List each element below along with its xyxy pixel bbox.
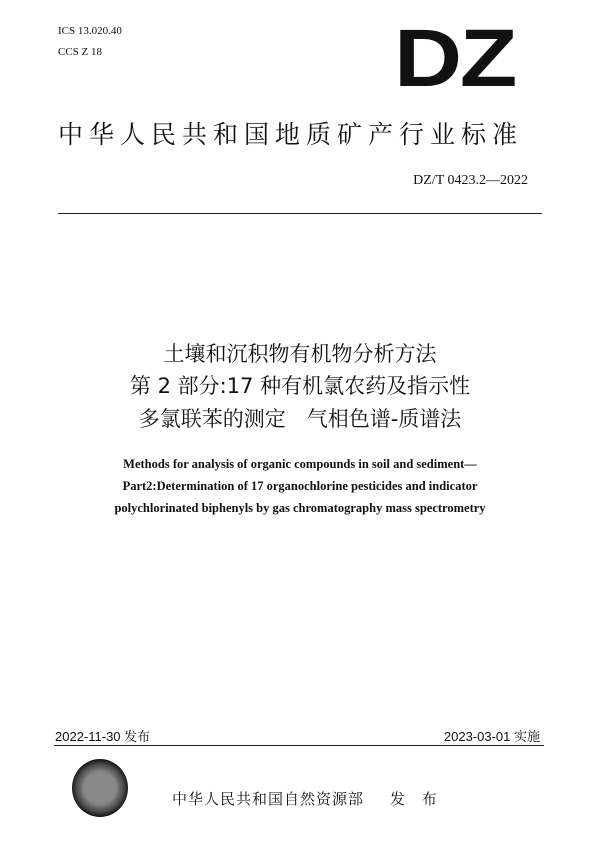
implementation-date: 2023-03-01 实施	[443, 729, 540, 744]
issue-date: 2022-11-30 发布	[55, 729, 151, 744]
ccs-code: CCS Z 18	[58, 46, 103, 58]
title-en-line: polychlorinated biphenyls by gas chromatography mass spectrometry	[114, 501, 486, 515]
title-en-line: Part2:Determination of 17 organochlorine pesticides and indicator	[122, 479, 478, 493]
title-zh-line: 第 2 部分:17 种有机氯农药及指示性	[129, 374, 471, 398]
ministry-seal-icon	[72, 759, 128, 817]
title-zh-line: 土壤和沉积物有机物分析方法	[163, 342, 437, 366]
footer-divider	[54, 745, 544, 746]
dz-logo: DZ	[394, 13, 516, 104]
standard-number: DZ/T 0423.2—2022	[413, 173, 528, 188]
title-zh-line: 多氯联苯的测定 气相色谱-质谱法	[138, 407, 462, 431]
header-divider	[58, 213, 542, 214]
title-en-line: Methods for analysis of organic compounds in soil and sediment—	[123, 457, 477, 471]
category-title: 中华人民共和国地质矿产行业标准	[58, 120, 524, 149]
ics-code: ICS 13.020.40	[58, 25, 122, 37]
issuer-action: 发 布	[390, 790, 443, 808]
issuer-name: 中华人民共和国自然资源部	[172, 790, 365, 808]
